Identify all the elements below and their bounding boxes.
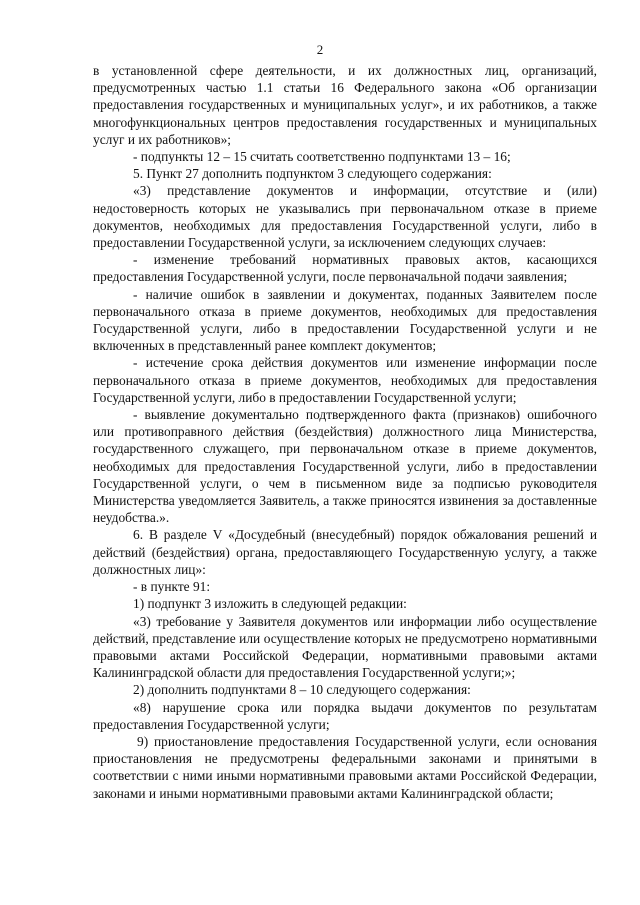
paragraph: - изменение требований нормативных правовых актов, касающихся предоставления Государственной услуги, после первоначальной подачи заявления;	[93, 252, 597, 285]
paragraph: - в пункте 91:	[133, 579, 211, 595]
paragraph: 9) приостановление предоставления Государственной услуги, если основания приостановления не предусмотрены федеральными законами и принятыми в соответствии с ними иными нормативными правовыми актами Российской Федерации, законами и иными нормативными правовыми актами Калининградской области;	[93, 733, 597, 801]
paragraph: 6. В разделе V «Досудебный (внесудебный) порядок обжалования решений и действий (бездействия) органа, предоставляющего Государственную услугу, а также должностных лиц»:	[93, 527, 597, 577]
paragraph: в установленной сфере деятельности, и их должностных лиц, организаций, предусмотренных частью 1.1 статьи 16 Федерального закона «Об организации предоставления государственных и муниципальных услуг», и их работников, а также многофункциональных центров предоставления государственных и муниципальных услуг и их работников»;	[93, 63, 597, 147]
paragraph: - наличие ошибок в заявлении и документах, поданных Заявителем после первоначального отказа в приеме документов, необходимых для предоставления Государственной услуги, либо в предоставлении Государственной услуги и не включенных в представленный ранее комплект документов;	[93, 286, 597, 354]
paragraph: «3) представление документов и информации, отсутствие и (или) недостоверность которых не указывались при первоначальном отказе в приеме документов, необходимых для предоставления Государственной услуги, либо в предоставлении Государственной услуги, за исключением следующих случаев:	[93, 183, 597, 251]
paragraph: «8) нарушение срока или порядка выдачи документов по результатам предоставления Государственной услуги;	[93, 699, 597, 732]
paragraph: - подпункты 12 – 15 считать соответственно подпунктами 13 – 16;	[133, 149, 511, 165]
paragraph: «3) требование у Заявителя документов или информации либо осуществление действий, представление или осуществление которых не предусмотрено нормативными правовыми актами Российской Федерации, нормативными правовыми актами Калининградской области для предоставления Государственной услуги;»;	[93, 613, 597, 681]
page-number: 2	[316, 42, 324, 57]
document-body	[93, 62, 597, 802]
paragraph: 2) дополнить подпунктами 8 – 10 следующего содержания:	[133, 682, 471, 698]
paragraph: - выявление документально подтвержденного факта (признаков) ошибочного или противоправного действия (бездействия) должностного лица Министерства, государственного служащего, при первоначальном отказе в приеме документов, необходимых для предоставления Государственной услуги, либо в предоставлении Государственной услуги, о чем в письменном виде за подписью руководителя Министерства уведомляется Заявитель, а также приносятся извинения за доставленные неудобства.».	[93, 407, 597, 526]
paragraph: - истечение срока действия документов или изменение информации после первоначального отказа в приеме документов, необходимых для предоставления Государственной услуги, либо в предоставлении Государственной услуги;	[93, 355, 597, 405]
paragraph: 1) подпункт 3 изложить в следующей редакции:	[133, 596, 407, 612]
paragraph: 5. Пункт 27 дополнить подпунктом 3 следующего содержания:	[133, 166, 492, 182]
